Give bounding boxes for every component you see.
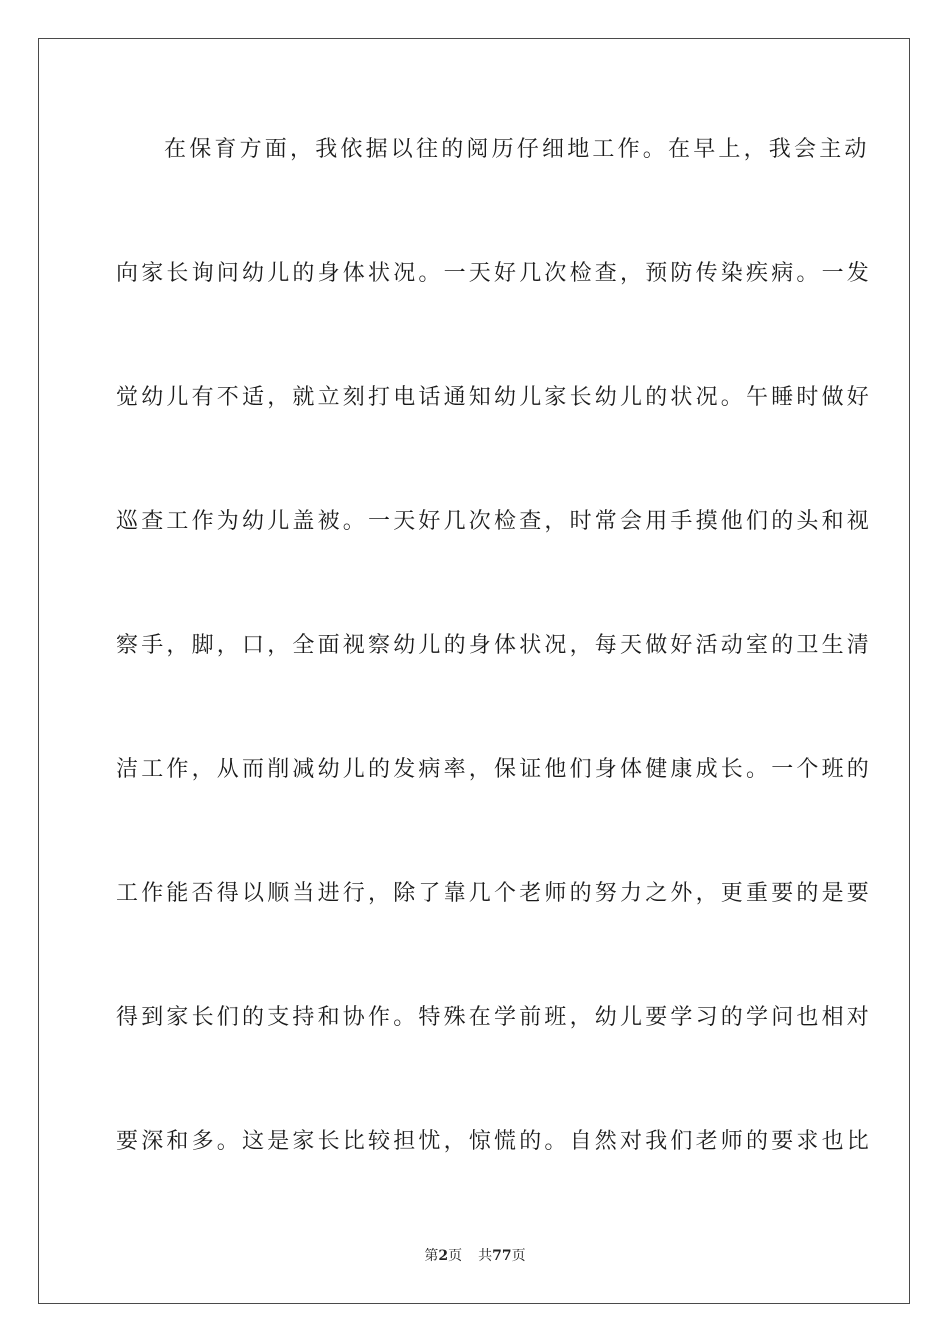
paragraph-line: 工作能否得以顺当进行，除了靠几个老师的努力之外，更重要的是要: [116, 881, 873, 906]
paragraph-line: 洁工作，从而削减幼儿的发病率，保证他们身体健康成长。一个班的: [116, 757, 873, 782]
body-text: [116, 128, 873, 1244]
page-footer: [0, 1246, 950, 1266]
paragraph-line: 要深和多。这是家长比较担忧，惊慌的。自然对我们老师的要求也比: [116, 1129, 873, 1154]
total-pages: 77: [492, 1248, 512, 1264]
page-prefix: 第: [424, 1248, 439, 1264]
paragraph-line: 在保育方面，我依据以往的阅历仔细地工作。在早上，我会主动: [164, 137, 870, 162]
page-number: 2: [438, 1248, 449, 1264]
total-prefix: 共: [478, 1248, 493, 1264]
page-suffix: 页: [448, 1248, 463, 1264]
paragraph-line: 向家长询问幼儿的身体状况。一天好几次检查，预防传染疾病。一发: [116, 261, 873, 286]
total-suffix: 页: [511, 1248, 526, 1264]
paragraph-line: 察手，脚，口，全面视察幼儿的身体状况，每天做好活动室的卫生清: [116, 633, 873, 658]
paragraph-line: 觉幼儿有不适，就立刻打电话通知幼儿家长幼儿的状况。午睡时做好: [116, 385, 873, 410]
paragraph-line: 巡查工作为幼儿盖被。一天好几次检查，时常会用手摸他们的头和视: [116, 509, 873, 534]
paragraph-line: 得到家长们的支持和协作。特殊在学前班，幼儿要学习的学问也相对: [116, 1005, 873, 1030]
